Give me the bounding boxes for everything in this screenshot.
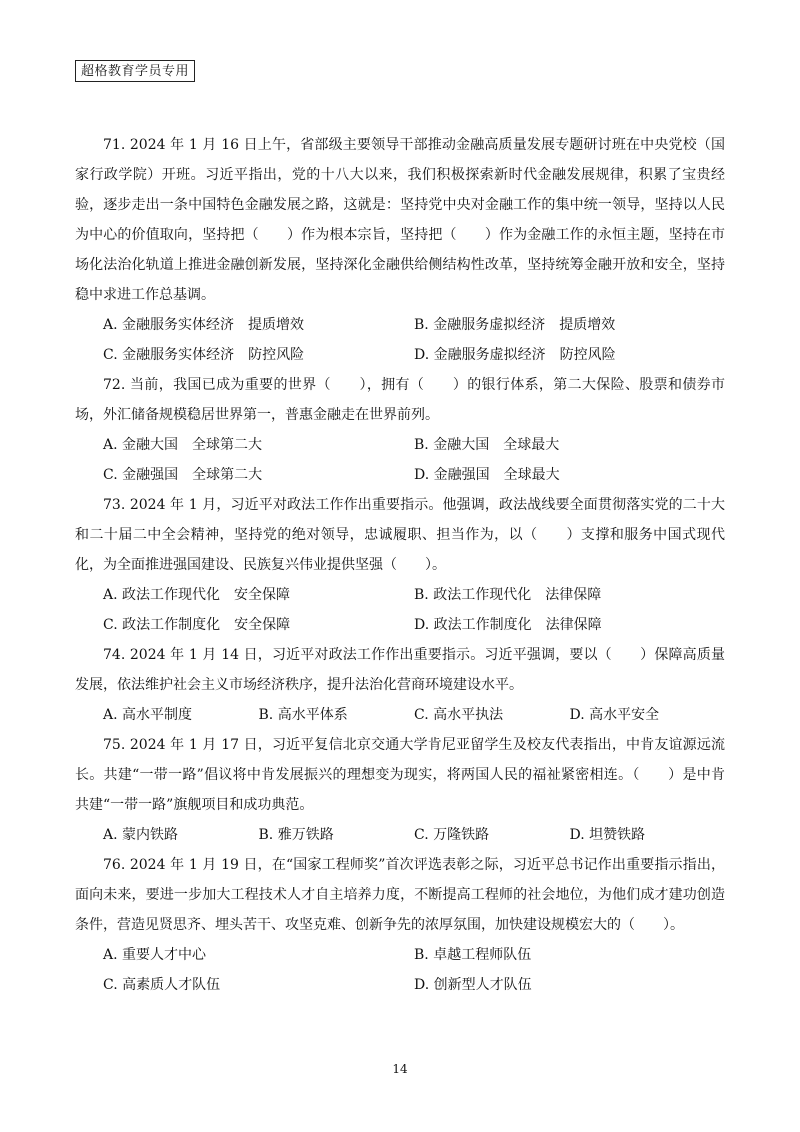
option-d[interactable]: D. 金融服务虚拟经济 防控风险 (414, 347, 616, 363)
option-d[interactable]: D. 高水平安全 (569, 707, 660, 723)
option-list (75, 310, 725, 370)
option-a[interactable]: A. 重要人才中心 (103, 947, 207, 963)
option-list (75, 820, 725, 850)
header-label: 超格教育学员专用 (75, 60, 195, 82)
question-75 (75, 730, 725, 850)
option-b[interactable]: B. 卓越工程师队伍 (414, 947, 532, 963)
option-b[interactable]: B. 雅万铁路 (258, 827, 334, 843)
option-a[interactable]: A. 金融服务实体经济 提质增效 (103, 317, 305, 333)
question-text: 72. 当前，我国已成为重要的世界（ ），拥有（ ）的银行体系，第二大保险、股票和债券市场，外汇储备规模稳居世界第一，普惠金融走在世界前列。 (75, 377, 725, 423)
option-c[interactable]: C. 高水平执法 (414, 707, 504, 723)
question-list (75, 130, 725, 1000)
option-list (75, 940, 725, 1000)
question-71 (75, 130, 725, 370)
option-d[interactable]: D. 政法工作制度化 法律保障 (414, 617, 602, 633)
option-list (75, 580, 725, 640)
option-c[interactable]: C. 万隆铁路 (414, 827, 490, 843)
question-76 (75, 850, 725, 1000)
question-text: 74. 2024 年 1 月 14 日，习近平对政法工作作出重要指示。习近平强调，要以（ ）保障高质量发展，依法维护社会主义市场经济秩序，提升法治化营商环境建设水平。 (75, 647, 725, 693)
option-c[interactable]: C. 高素质人才队伍 (103, 977, 221, 993)
question-text: 71. 2024 年 1 月 16 日上午，省部级主要领导干部推动金融高质量发展专题研讨班在中央党校（国家行政学院）开班。习近平指出，党的十八大以来，我们积极探索新时代金融发展规律，积累了宝贵经验，逐步走出一条中国特色金融发展之路，这就是：坚持党中央对金融工作的集中统一领导，坚持以人民为中心的价值取向，坚持把（ ）作为根本宗旨，坚持把（ ）作为金融工作的永恒主题，坚持在市场化法治化轨道上推进金融创新发展，坚持深化金融供给侧结构性改革，坚持统筹金融开放和安全，坚持稳中求进工作总基调。 (75, 137, 725, 303)
option-d[interactable]: D. 金融强国 全球最大 (414, 467, 560, 483)
question-text: 75. 2024 年 1 月 17 日，习近平复信北京交通大学肯尼亚留学生及校友代表指出，中肯友谊源远流长。共建“一带一路”倡议将中肯发展振兴的理想变为现实，将两国人民的福祉紧密相连。（ ）是中肯共建“一带一路”旗舰项目和成功典范。 (75, 737, 725, 813)
option-a[interactable]: A. 政法工作现代化 安全保障 (103, 587, 291, 603)
option-b[interactable]: B. 金融大国 全球最大 (414, 437, 560, 453)
option-d[interactable]: D. 创新型人才队伍 (414, 977, 532, 993)
question-text: 73. 2024 年 1 月，习近平对政法工作作出重要指示。他强调，政法战线要全面贯彻落实党的二十大和二十届二中全会精神，坚持党的绝对领导，忠诚履职、担当作为，以（ ）支撑和服务中国式现代化，为全面推进强国建设、民族复兴伟业提供坚强（ ）。 (75, 497, 725, 573)
option-a[interactable]: A. 高水平制度 (103, 707, 193, 723)
option-d[interactable]: D. 坦赞铁路 (569, 827, 646, 843)
page-number: 14 (392, 1062, 408, 1076)
option-c[interactable]: C. 金融强国 全球第二大 (103, 467, 263, 483)
option-c[interactable]: C. 金融服务实体经济 防控风险 (103, 347, 305, 363)
option-b[interactable]: B. 政法工作现代化 法律保障 (414, 587, 602, 603)
option-c[interactable]: C. 政法工作制度化 安全保障 (103, 617, 291, 633)
question-74 (75, 640, 725, 730)
option-a[interactable]: A. 蒙内铁路 (103, 827, 179, 843)
option-b[interactable]: B. 高水平体系 (258, 707, 348, 723)
question-text: 76. 2024 年 1 月 19 日，在“国家工程师奖”首次评选表彰之际，习近平总书记作出重要指示指出，面向未来，要进一步加大工程技术人才自主培养力度，不断提高工程师的社会地位，为他们成才建功创造条件，营造见贤思齐、埋头苦干、攻坚克难、创新争先的浓厚氛围，加快建设规模宏大的（ ）。 (75, 857, 725, 933)
option-list (75, 700, 725, 730)
option-list (75, 430, 725, 490)
option-b[interactable]: B. 金融服务虚拟经济 提质增效 (414, 317, 616, 333)
option-a[interactable]: A. 金融大国 全球第二大 (103, 437, 263, 453)
question-72 (75, 370, 725, 490)
question-73 (75, 490, 725, 640)
